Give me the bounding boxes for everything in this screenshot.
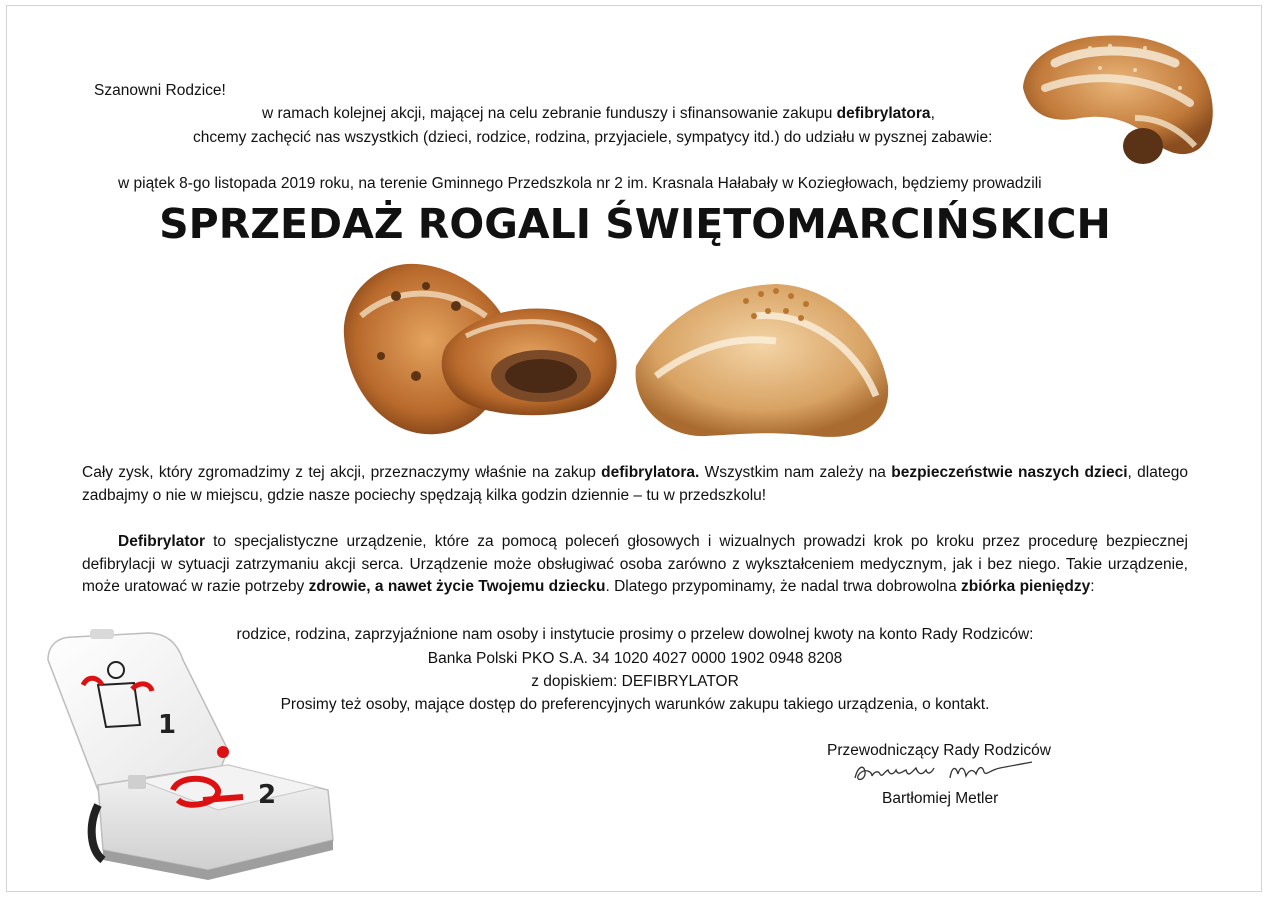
pad-2-label: 2 <box>258 780 277 810</box>
croissant-icon <box>1015 18 1220 173</box>
p2-text-1: to specjalistyczne urządzenie, które za pomocą poleceń głosowych i wizualnych prowadzi krok po kroku przez procedurę bezpiecznej defibrylacji w sytuacji zatrzymaniu akcji serca. Urządzenie może obsługiwać osoba zarówno z wykształceniem medycznym, jak i bez niego. Takie urządzenie, może uratować w razie potrzeby <box>82 533 1188 595</box>
transfer-note: z dopiskiem: DEFIBRYLATOR <box>531 673 739 690</box>
intro-line-1-post: , <box>930 105 935 122</box>
paragraph-defibrillator <box>82 531 1188 599</box>
intro-line-1 <box>262 103 935 125</box>
paragraph-profit <box>82 462 1188 507</box>
handwritten-signature <box>850 758 1040 790</box>
croissants-icon <box>336 256 896 452</box>
greeting: Szanowni Rodzice! <box>94 82 226 99</box>
p2-text-2: . Dlatego przypominamy, że nadal trwa dobrowolna <box>605 578 961 595</box>
p1-bold-1: defibrylatora. <box>601 464 700 481</box>
signature-name: Bartłomiej Metler <box>882 790 999 807</box>
p1-text-1: Cały zysk, który zgromadzimy z tej akcji, przeznaczymy właśnie na zakup <box>82 464 602 481</box>
p2-bold-1: Defibrylator <box>118 533 205 550</box>
p1-text-3: , dlatego zadbajmy o nie w miejscu, gdzie nasze pociechy spędzają kilka godzin dziennie – tu w przedszkolu! <box>82 464 1189 504</box>
defibrillator-icon <box>28 625 358 880</box>
intro-line-2: chcemy zachęcić nas wszystkich (dzieci, rodzice, rodzina, przyjaciele, sympatycy itd.) do udziału w pysznej zabawie: <box>193 129 993 146</box>
p2-text-3: : <box>1090 578 1095 595</box>
p2-bold-3: zbiórka pieniędzy <box>961 578 1091 595</box>
p1-bold-2: bezpieczeństwie naszych dzieci <box>891 464 1128 481</box>
signature-role: Przewodniczący Rady Rodziców <box>827 742 1051 759</box>
pad-1-label: 1 <box>158 710 177 740</box>
contact-request: Prosimy też osoby, mające dostęp do preferencyjnych warunków zakupu takiego urządzenia, o kontakt. <box>280 696 990 713</box>
bank-account: Banka Polski PKO S.A. 34 1020 4027 0000 1902 0948 8208 <box>427 650 843 667</box>
intro-line-1-bold: defibrylatora <box>836 105 931 122</box>
page-title: SPRZEDAŻ ROGALI ŚWIĘTOMARCIŃSKICH <box>159 200 1111 248</box>
p1-text-2: Wszystkim nam zależy na <box>699 464 892 481</box>
p2-bold-2: zdrowie, a nawet życie Twojemu dziecku <box>308 578 606 595</box>
intro-line-1-text: w ramach kolejnej akcji, mającej na celu zebranie funduszy i sfinansowanie zakupu <box>262 105 837 122</box>
intro-line-3: w piątek 8-go listopada 2019 roku, na terenie Gminnego Przedszkola nr 2 im. Krasnala Hałabały w Koziegłowach, będziemy prowadzili <box>118 175 1042 192</box>
donation-request: rodzice, rodzina, zaprzyjaźnione nam osoby i instytucie prosimy o przelew dowolnej kwoty na konto Rady Rodziców: <box>236 626 1034 643</box>
